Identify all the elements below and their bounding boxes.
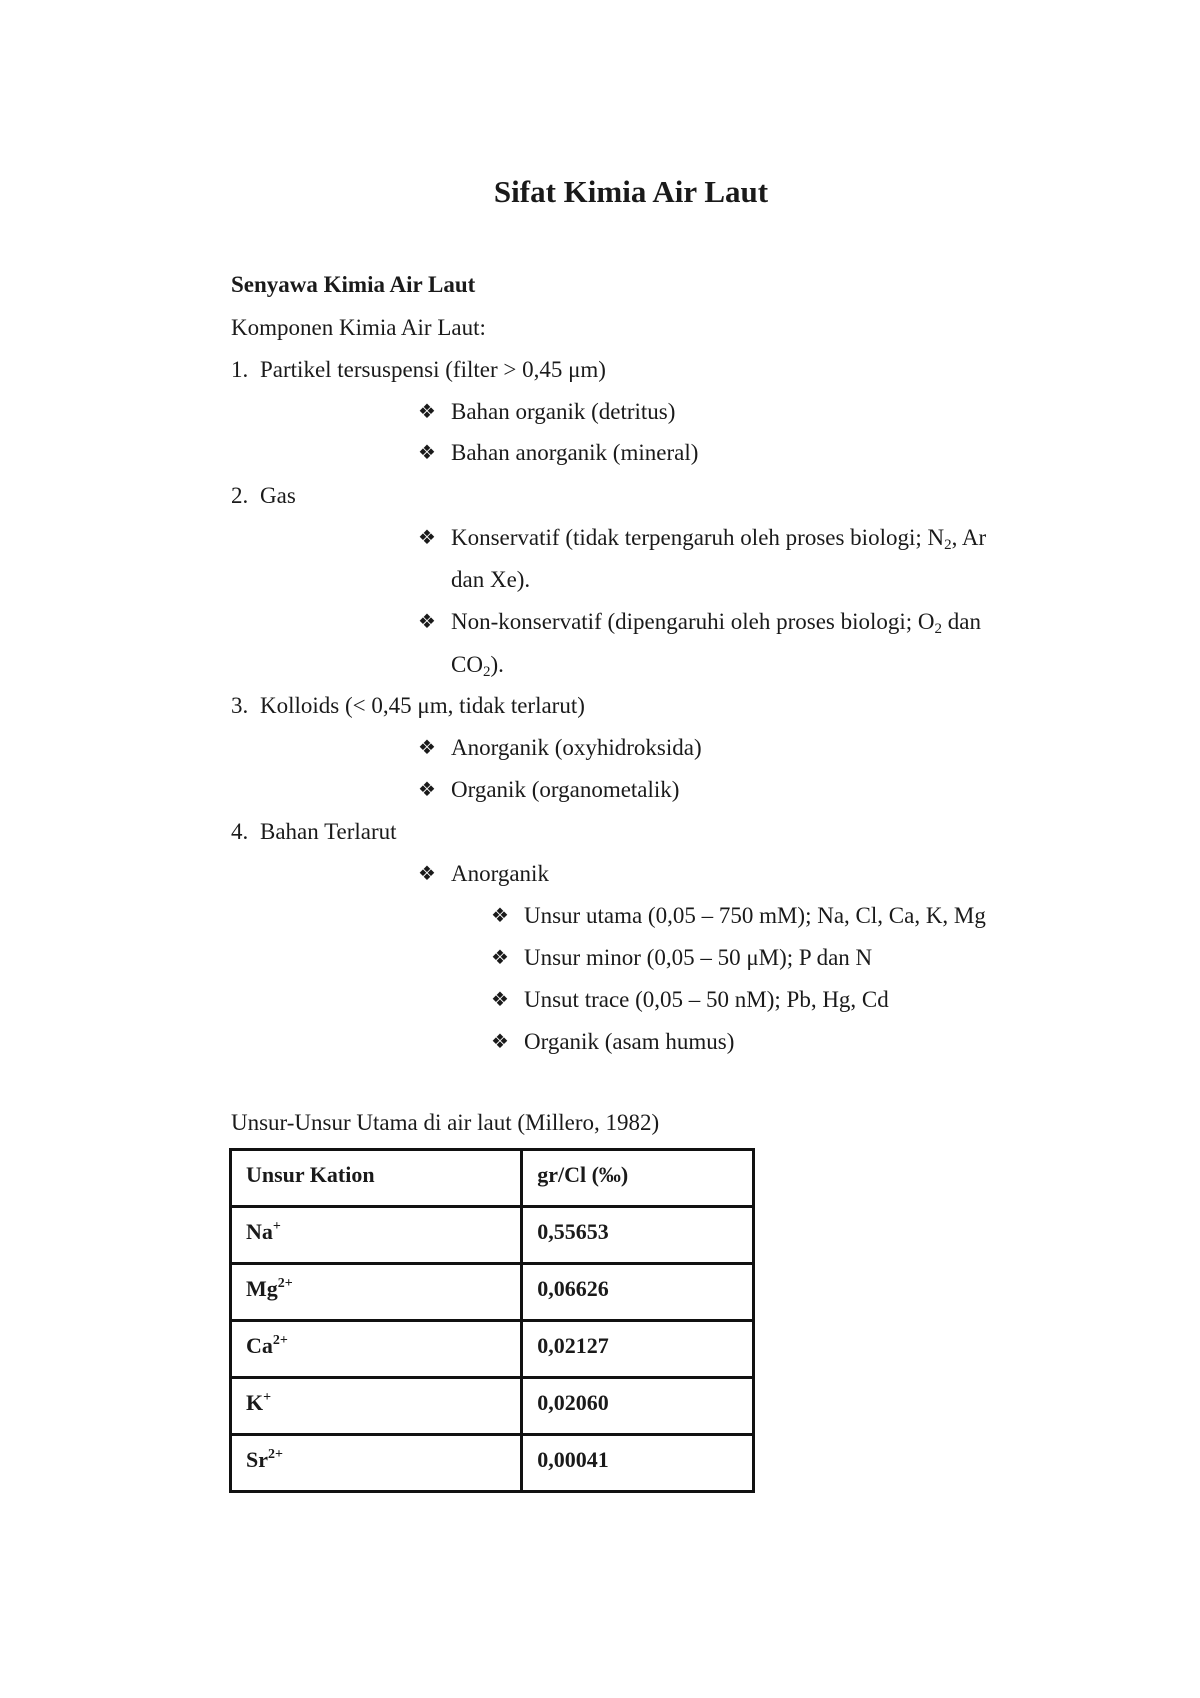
nested-bullet-text: Unsut trace (0,05 – 50 nM); Pb, Hg, Cd (524, 987, 889, 1012)
nested-bullet-item (491, 1027, 734, 1057)
sub-bullet-text: Bahan organik (detritus) (451, 399, 676, 424)
table-row (231, 1378, 754, 1435)
sub-bullet-item (418, 733, 702, 763)
sub-bullet-item (418, 607, 981, 637)
element-cell: Na+ (231, 1207, 522, 1264)
list-item-1 (231, 355, 606, 385)
element-cell: K+ (231, 1378, 522, 1435)
diamond-bullet-icon: ❖ (491, 905, 509, 927)
diamond-bullet-icon: ❖ (418, 442, 436, 464)
diamond-bullet-icon: ❖ (418, 527, 436, 549)
sub-bullet-text: Anorganik (451, 861, 549, 886)
list-item-2 (231, 481, 296, 511)
table-caption: Unsur-Unsur Utama di air laut (Millero, 1982) (231, 1110, 660, 1135)
page-title: Sifat Kimia Air Laut (493, 174, 769, 209)
list-number: 2. (231, 483, 249, 508)
list-item-text: Gas (260, 483, 296, 508)
nested-bullet-item (491, 901, 986, 931)
table-row (231, 1207, 754, 1264)
list-number: 1. (231, 357, 249, 382)
value-cell: 0,02060 (522, 1378, 754, 1435)
value-cell: 0,02127 (522, 1321, 754, 1378)
sub-bullet-text: Non-konservatif (dipengaruhi oleh proses biologi; $O_2$ dan (451, 609, 982, 637)
value-cell: 0,00041 (522, 1435, 754, 1492)
sub-bullet-text: Konservatif (tidak terpengaruh oleh proses biologi; $N_2$, Ar (451, 525, 987, 553)
list-item-3 (231, 691, 585, 721)
element-cell: $Mg^{2+}$ (231, 1264, 522, 1321)
nested-bullet-text: Organik (asam humus) (524, 1029, 735, 1054)
table-header-cell: Unsur Kation (231, 1150, 522, 1207)
sub-bullet-item (418, 775, 679, 805)
diamond-bullet-icon: ❖ (418, 401, 436, 423)
diamond-bullet-icon: ❖ (418, 737, 436, 759)
nested-bullet-item (491, 943, 872, 973)
diamond-bullet-icon: ❖ (418, 611, 436, 633)
nested-bullet-text: Unsur minor (0,05 – 50 μM); P dan N (524, 945, 873, 970)
table-row (231, 1264, 754, 1321)
list-item-text: Partikel tersuspensi (filter > 0,45 μm) (260, 357, 606, 382)
list-item-4 (231, 817, 397, 847)
nested-bullet-item (491, 985, 889, 1015)
sub-bullet-text: Bahan anorganik (mineral) (451, 440, 699, 465)
sub-bullet-text: Organik (organometalik) (451, 777, 680, 802)
table-row (231, 1435, 754, 1492)
table-row (231, 1321, 754, 1378)
diamond-bullet-icon: ❖ (491, 989, 509, 1011)
sub-bullet-item (418, 859, 549, 889)
cation-table (229, 1148, 755, 1493)
diamond-bullet-icon: ❖ (418, 779, 436, 801)
sub-bullet-text: Anorganik (oxyhidroksida) (451, 735, 702, 760)
nested-bullet-text: Unsur utama (0,05 – 750 mM); Na, Cl, Ca, K, Mg (524, 903, 986, 928)
sub-bullet-item (418, 397, 675, 427)
sub-bullet-continuation: dan Xe). (451, 567, 531, 592)
table-header-row (231, 1150, 754, 1207)
list-number: 3. (231, 693, 249, 718)
diamond-bullet-icon: ❖ (418, 863, 436, 885)
sub-bullet-item (418, 438, 698, 468)
element-cell: $Ca^{2+}$ (231, 1321, 522, 1378)
table-header-cell: gr/Cl (‰) (522, 1150, 754, 1207)
value-cell: 0,55653 (522, 1207, 754, 1264)
list-number: 4. (231, 819, 249, 844)
list-item-text: Kolloids (< 0,45 μm, tidak terlarut) (260, 693, 585, 718)
list-item-text: Bahan Terlarut (260, 819, 397, 844)
sub-bullet-continuation: $CO_2$). (451, 652, 504, 680)
section-heading: Senyawa Kimia Air Laut (231, 272, 476, 297)
value-cell: 0,06626 (522, 1264, 754, 1321)
diamond-bullet-icon: ❖ (491, 947, 509, 969)
intro-text: Komponen Kimia Air Laut: (231, 315, 486, 340)
element-cell: $Sr^{2+}$ (231, 1435, 522, 1492)
sub-bullet-item (418, 523, 986, 553)
diamond-bullet-icon: ❖ (491, 1031, 509, 1053)
